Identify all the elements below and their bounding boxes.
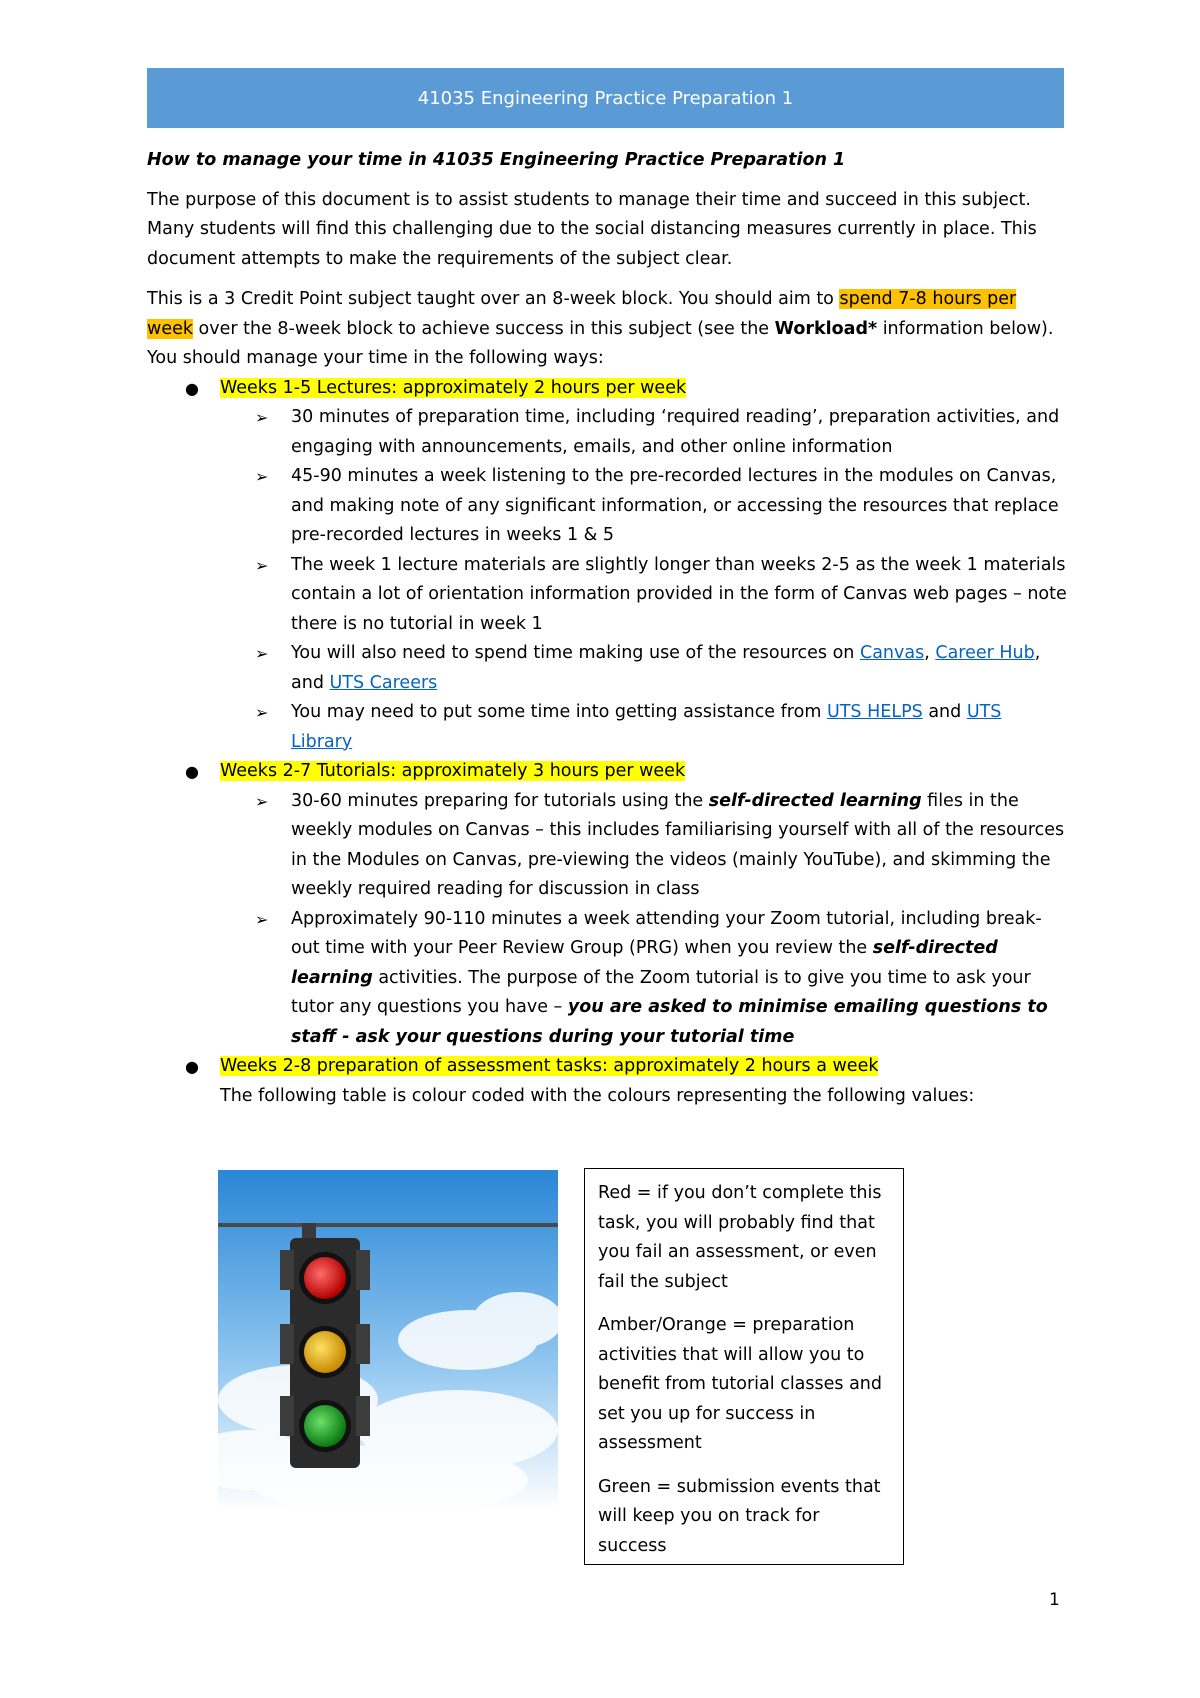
list-item: ➢ Approximately 90-110 minutes a week attending your Zoom tutorial, including break-out time with your Peer Review Group (PRG) when you review the self-directed learning activities. The purpose of the Zoom tutorial is to give you time to ask your tutor any questions you have – you are asked to minimise emailing questions to staff - ask your questions during your tutorial time (219, 905, 1067, 1053)
uts-helps-link[interactable]: UTS HELPS (826, 702, 923, 722)
canvas-link[interactable]: Canvas (859, 643, 925, 663)
bullet-dot-icon: ● (185, 378, 199, 398)
assessment-title: Weeks 2-8 preparation of assessment tasks: approximately 2 hours a week (220, 1056, 879, 1076)
tutorials-title: Weeks 2-7 Tutorials: approximately 3 hours per week (220, 761, 686, 781)
bullet-dot-icon: ● (185, 1057, 199, 1076)
legend-red: Red = if you don’t complete this task, you will probably find that you fail an assessment, or even fail the subject (598, 1183, 882, 1292)
hours-highlight: spend 7-8 hours per week (147, 289, 1017, 339)
wire (218, 1223, 558, 1227)
arrowhead-icon: ➢ (255, 467, 269, 486)
weeks-list (147, 374, 1067, 1112)
bullet-dot-icon: ● (185, 762, 199, 781)
list-item: ➢ The week 1 lecture materials are slightly longer than weeks 2-5 as the week 1 materials contain a lot of orientation information provided in the form of Canvas web pages – note there is no tutorial in week 1 (219, 551, 1067, 640)
header-title: 41035 Engineering Practice Preparation 1 (417, 87, 794, 109)
arrowhead-icon: ➢ (255, 791, 269, 811)
assessment-note: The following table is colour coded with the colours representing the following values: (220, 1085, 975, 1106)
assessment-item (147, 1052, 1067, 1111)
list-item: ➢ You will also need to spend time making use of the resources on Canvas, Career Hub, and UTS Careers (219, 639, 1067, 698)
arrowhead-icon: ➢ (255, 703, 269, 722)
list-item: ➢ 30-60 minutes preparing for tutorials using the self-directed learning files in the weekly modules on Canvas – this includes familiarising yourself with all of the resources in the Modules on Canvas, pre-viewing the videos (mainly YouTube), and skimming the weekly required reading for discussion in class (219, 787, 1067, 905)
list-item: ➢ You may need to put some time into getting assistance from UTS HELPS and UTS Library (219, 698, 1067, 757)
lectures-title: Weeks 1-5 Lectures: approximately 2 hours per week (220, 377, 687, 398)
intro-paragraph: The purpose of this document is to assist students to manage their time and succeed in this subject. Many students will find this challenging due to the social distancing measures currently in place. This document attempts to make the requirements of the subject clear. (147, 189, 1037, 269)
tutorials-item (147, 757, 1067, 1052)
workload-paragraph (147, 285, 1067, 374)
uts-careers-link[interactable]: UTS Careers (329, 672, 438, 693)
traffic-light-illustration (218, 1170, 558, 1510)
document-body (147, 146, 1067, 1111)
arrowhead-icon: ➢ (255, 909, 269, 929)
workload-bold: Workload* (774, 318, 878, 339)
workload-text-c: information below). You should manage your time in the following ways: (147, 318, 1054, 368)
legend-amber: Amber/Orange = preparation activities that will allow you to benefit from tutorial classes and set you up for success in assessment (598, 1315, 883, 1453)
page-number: 1 (1049, 1590, 1060, 1610)
document-heading: How to manage your time in 41035 Engineering Practice Preparation 1 (147, 150, 846, 170)
red-light (304, 1257, 346, 1299)
arrowhead-icon: ➢ (255, 408, 269, 427)
green-light (304, 1405, 346, 1447)
lectures-item (147, 374, 1067, 758)
tutorials-sublist (219, 787, 1067, 1053)
list-item: ➢ 30 minutes of preparation time, including ‘required reading’, preparation activities, and engaging with announcements, emails, and other online information (219, 403, 1067, 462)
workload-text-b: over the 8-week block to achieve success in this subject (see the (192, 318, 775, 339)
lectures-sublist (219, 403, 1067, 757)
arrowhead-icon: ➢ (255, 644, 269, 663)
uts-library-link[interactable]: UTS Library (291, 702, 1002, 752)
list-item: ➢ 45-90 minutes a week listening to the pre-recorded lectures in the modules on Canvas, and making note of any significant information, or accessing the resources that replace pre-recorded lectures in weeks 1 & 5 (219, 462, 1067, 551)
workload-text-a: This is a 3 Credit Point subject taught over an 8-week block. You should aim to (147, 289, 840, 309)
colour-legend-box (584, 1168, 904, 1565)
arrowhead-icon: ➢ (255, 555, 269, 575)
header-bar (147, 68, 1064, 128)
career-hub-link[interactable]: Career Hub (935, 643, 1035, 663)
legend-green: Green = submission events that will keep you on track for success (598, 1476, 881, 1556)
amber-light (304, 1331, 346, 1373)
